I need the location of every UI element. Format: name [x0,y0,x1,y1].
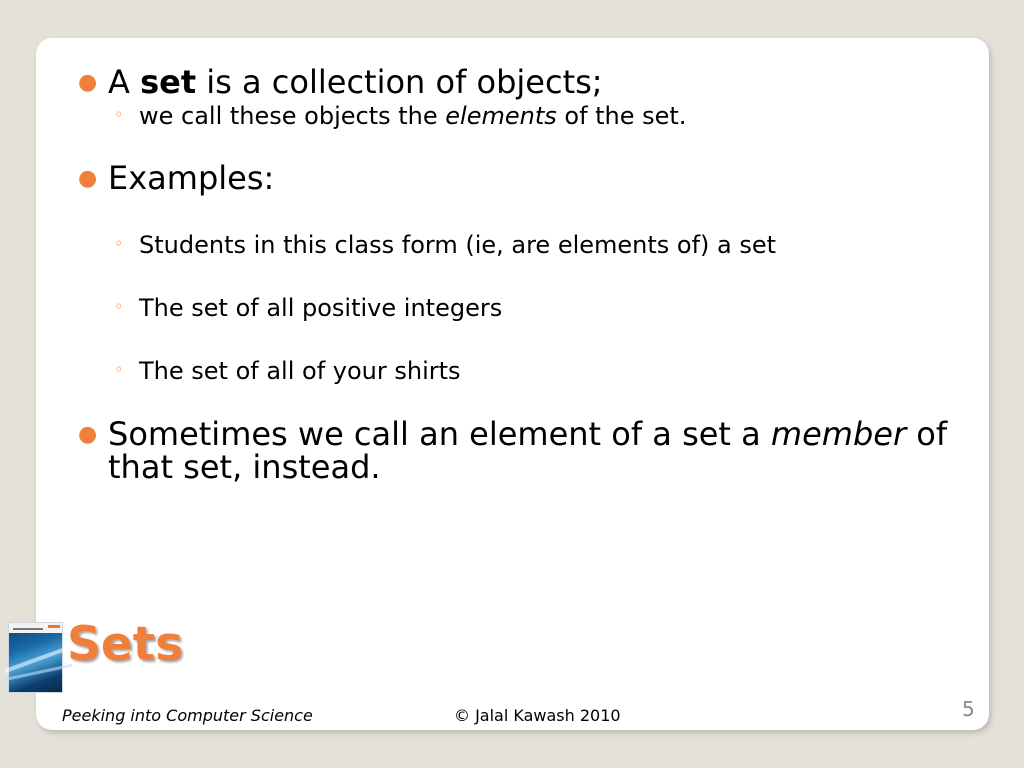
italic-term-elements: elements [445,102,557,130]
bold-term-set: set [140,63,197,101]
slide-title: Sets [67,617,184,672]
footer-course-name: Peeking into Computer Science [62,706,313,725]
sub-bullet-text: The set of all positive integers [139,294,503,322]
sub-bullet-shirts [78,357,1024,385]
sub-bullet-integers [78,294,1024,322]
bullet-set-definition [78,63,1008,101]
sub-bullet-text: The set of all of your shirts [139,357,461,385]
bullet-text: Sometimes we call an element of a set a [108,415,771,453]
page-number: 5 [962,697,975,721]
bullet-text: of that set, instead. [108,415,948,486]
sub-bullet-students [78,231,1024,259]
bullet-text: is a collection of objects; [196,63,603,101]
sub-bullet-text: we call these objects the [139,102,446,130]
bullet-text: Examples: [108,159,275,197]
sub-bullet-text: of the set. [556,102,687,130]
sub-bullet-ring-icon: ◦ [114,234,124,253]
sub-bullet-ring-icon: ◦ [114,360,124,379]
bullet-dot-icon: ● [78,166,98,191]
bullet-dot-icon: ● [78,70,98,95]
sub-bullet-text: Students in this class form (ie, are elements of) a set [139,231,777,259]
sub-bullet-ring-icon: ◦ [114,105,124,124]
sub-bullet-ring-icon: ◦ [114,297,124,316]
bullet-dot-icon: ● [78,422,98,447]
bullet-text: A [108,63,141,101]
italic-term-member: member [770,415,907,453]
bullet-examples [78,159,1008,197]
book-cover-thumbnail [8,622,63,693]
footer-copyright: © Jalal Kawash 2010 [454,706,621,725]
sub-bullet-elements [78,102,1024,130]
bullet-member [78,415,988,486]
